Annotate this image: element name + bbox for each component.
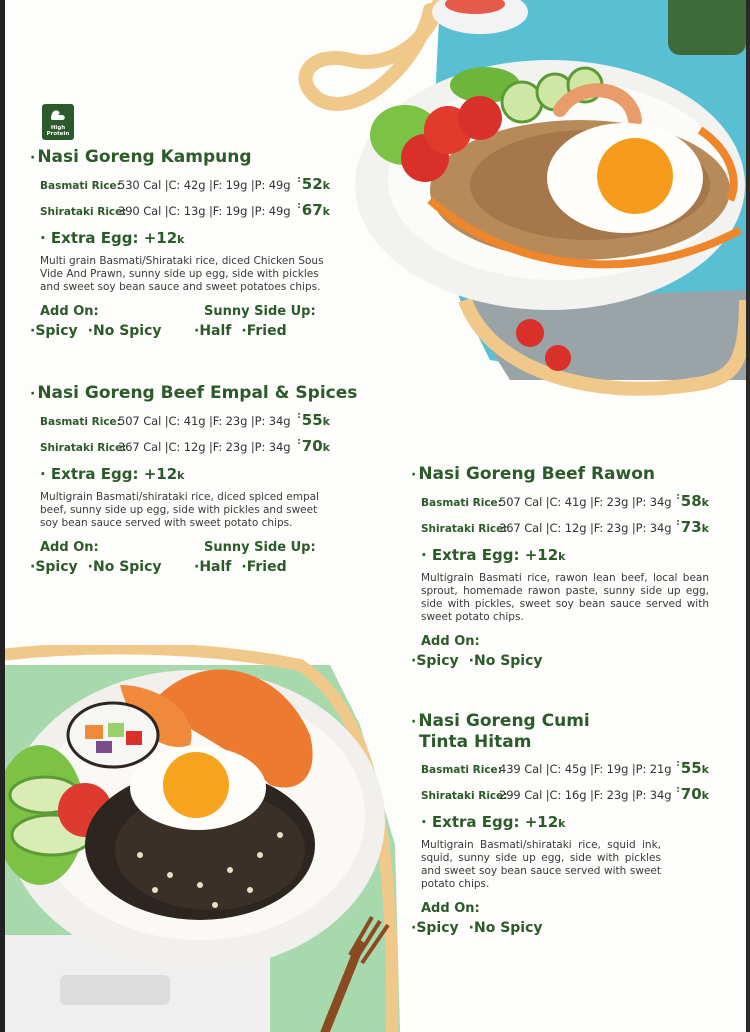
dish-nasi-goreng-cumi-tinta-hitam [411,711,709,936]
price-unit: k [701,763,709,776]
extra-egg-unit: k [177,469,185,482]
nutrition-row-shirataki [40,437,330,455]
option-spicy[interactable]: Spicy [35,559,78,575]
option-items: ·Spicy ·No Spicy [411,920,543,936]
high-protein-badge [42,104,74,140]
nasi-goreng-cumi-photo [0,645,410,1032]
macros: 530 Cal |C: 42g |F: 19g |P: 49g [118,178,291,192]
page-edge-left [0,0,5,1032]
dish-nasi-goreng-beef-empal [30,383,358,575]
price-unit: k [322,179,330,192]
nutrition-row-basmati [40,175,330,193]
dish-description: Multigrain Basmati/shirataki rice, squid ink, squid, sunny side up egg, side with pickles and sweet soy bean sauce served with sweet potato chips. [421,839,661,890]
dish-title-text: Nasi Goreng Kampung [37,147,252,167]
extra-egg-unit: k [177,233,185,246]
price: :55k [676,759,709,777]
dish-description: Multigrain Basmati rice, rawon lean beef, local bean sprout, homemade rawon paste, sunny side up egg, side with pickles, sweet soy bean sauce served with sweet potato chips. [421,572,709,623]
option-add-on [411,901,553,936]
rice-label: Shirataki Rice: [421,790,508,802]
option-fried[interactable]: Fried [246,559,287,575]
price: :70k [297,437,330,455]
rice-label: Basmati Rice: [40,416,121,428]
option-items: ·Spicy ·No Spicy [30,559,162,575]
price: :52k [297,175,330,193]
option-no-spicy[interactable]: No Spicy [473,920,543,936]
rice-label: Shirataki Rice: [40,442,127,454]
dish-title-line2: Tinta Hitam [419,732,532,752]
option-add-on [30,540,194,575]
price: :58k [676,492,709,510]
options [411,901,709,936]
option-spicy[interactable]: Spicy [35,323,78,339]
price-value: 70 [301,437,323,455]
option-add-on [30,304,194,339]
price-value: 58 [680,492,702,510]
dish-title-text: Nasi Goreng Beef Empal & Spices [37,383,358,403]
option-fried[interactable]: Fried [246,323,287,339]
price-value: 73 [680,518,702,536]
dish-description: Multigrain Basmati/shirataki rice, diced spiced empal beef, sunny side up egg, side with pickles and sweet soy bean sauce served with sweet potato chips. [40,491,319,529]
macros: 507 Cal |C: 41g |F: 23g |P: 34g [118,414,291,428]
price-value: 52 [301,175,323,193]
macros: 367 Cal |C: 12g |F: 23g |P: 34g [499,521,672,535]
page-edge-right [746,0,750,1032]
options [30,540,330,575]
extra-egg-label: Extra Egg: [431,546,520,564]
extra-egg-label: Extra Egg: [50,465,139,483]
option-items: ·Half ·Fried [194,559,287,575]
rice-label: Basmati Rice: [421,497,502,509]
rice-label: Shirataki Rice: [421,523,508,535]
dish-title: · Nasi Goreng Beef Rawon [411,464,656,484]
nasi-goreng-kampung-photo [290,0,750,410]
extra-egg-label: Extra Egg: [50,229,139,247]
price: :73k [676,518,709,536]
option-no-spicy[interactable]: No Spicy [473,653,543,669]
nutrition-row-shirataki [421,518,709,536]
extra-egg-price: +12 [143,465,178,483]
price-unit: k [322,205,330,218]
price-unit: k [701,789,709,802]
macros: 367 Cal |C: 12g |F: 23g |P: 34g [118,440,291,454]
dish-nasi-goreng-kampung [30,147,330,339]
macros: 390 Cal |C: 13g |F: 19g |P: 49g [118,204,291,218]
option-items: ·Half ·Fried [194,323,287,339]
option-heading: Add On: [421,901,480,916]
option-no-spicy[interactable]: No Spicy [92,323,162,339]
option-sunny-side-up [194,540,316,575]
dish-title-line1: Nasi Goreng Cumi [418,711,590,731]
dish-title: · Nasi Goreng Beef Empal & Spices [30,383,358,403]
option-items: ·Spicy ·No Spicy [411,653,543,669]
dish-description: Multi grain Basmati/Shirataki rice, diced Chicken Sous Vide And Prawn, sunny side up egg, side with pickles and sweet soy bean sauce and sweet potatoes chips. [40,255,324,293]
rice-label: Basmati Rice: [421,764,502,776]
price-unit: k [322,441,330,454]
nutrition-row-shirataki [40,201,330,219]
macros: 507 Cal |C: 41g |F: 23g |P: 34g [499,495,672,509]
dish-nasi-goreng-beef-rawon [411,464,709,669]
option-heading: Sunny Side Up: [204,304,316,319]
price-unit: k [701,496,709,509]
macros: 439 Cal |C: 45g |F: 19g |P: 21g [499,762,672,776]
options [30,304,330,339]
extra-egg-label: Extra Egg: [431,813,520,831]
options [411,634,709,669]
price-value: 55 [301,411,323,429]
badge-label: High Protein [46,125,70,137]
nutrition-row-shirataki [421,785,709,803]
nutrition-row-basmati [421,759,709,777]
price: :70k [676,785,709,803]
rice-label: Shirataki Rice: [40,206,127,218]
price-value: 70 [680,785,702,803]
price-value: 67 [301,201,323,219]
dish-title-text: Nasi Goreng Beef Rawon [418,464,656,484]
option-half[interactable]: Half [199,559,232,575]
option-spicy[interactable]: Spicy [416,920,459,936]
extra-egg: · Extra Egg: +12k [40,229,185,247]
muscle-icon [48,107,68,123]
extra-egg: · Extra Egg: +12k [421,546,566,564]
option-half[interactable]: Half [199,323,232,339]
price-value: 55 [680,759,702,777]
option-add-on [411,634,553,669]
option-heading: Add On: [40,540,99,555]
option-sunny-side-up [194,304,316,339]
price: :55k [297,411,330,429]
extra-egg-price: +12 [524,546,559,564]
option-items: ·Spicy ·No Spicy [30,323,162,339]
extra-egg-price: +12 [143,229,178,247]
option-heading: Add On: [421,634,480,649]
option-no-spicy[interactable]: No Spicy [92,559,162,575]
price: :67k [297,201,330,219]
option-spicy[interactable]: Spicy [416,653,459,669]
extra-egg: · Extra Egg: +12k [40,465,185,483]
option-heading: Sunny Side Up: [204,540,316,555]
nutrition-row-basmati [421,492,709,510]
rice-label: Basmati Rice: [40,180,121,192]
price-unit: k [701,522,709,535]
dish-title: · Nasi Goreng Cumi Tinta Hitam [411,711,590,752]
dish-title: · Nasi Goreng Kampung [30,147,252,167]
option-heading: Add On: [40,304,99,319]
price-unit: k [322,415,330,428]
extra-egg-unit: k [558,817,566,830]
extra-egg: · Extra Egg: +12k [421,813,566,831]
extra-egg-unit: k [558,550,566,563]
nutrition-row-basmati [40,411,330,429]
macros: 299 Cal |C: 16g |F: 23g |P: 34g [499,788,672,802]
extra-egg-price: +12 [524,813,559,831]
